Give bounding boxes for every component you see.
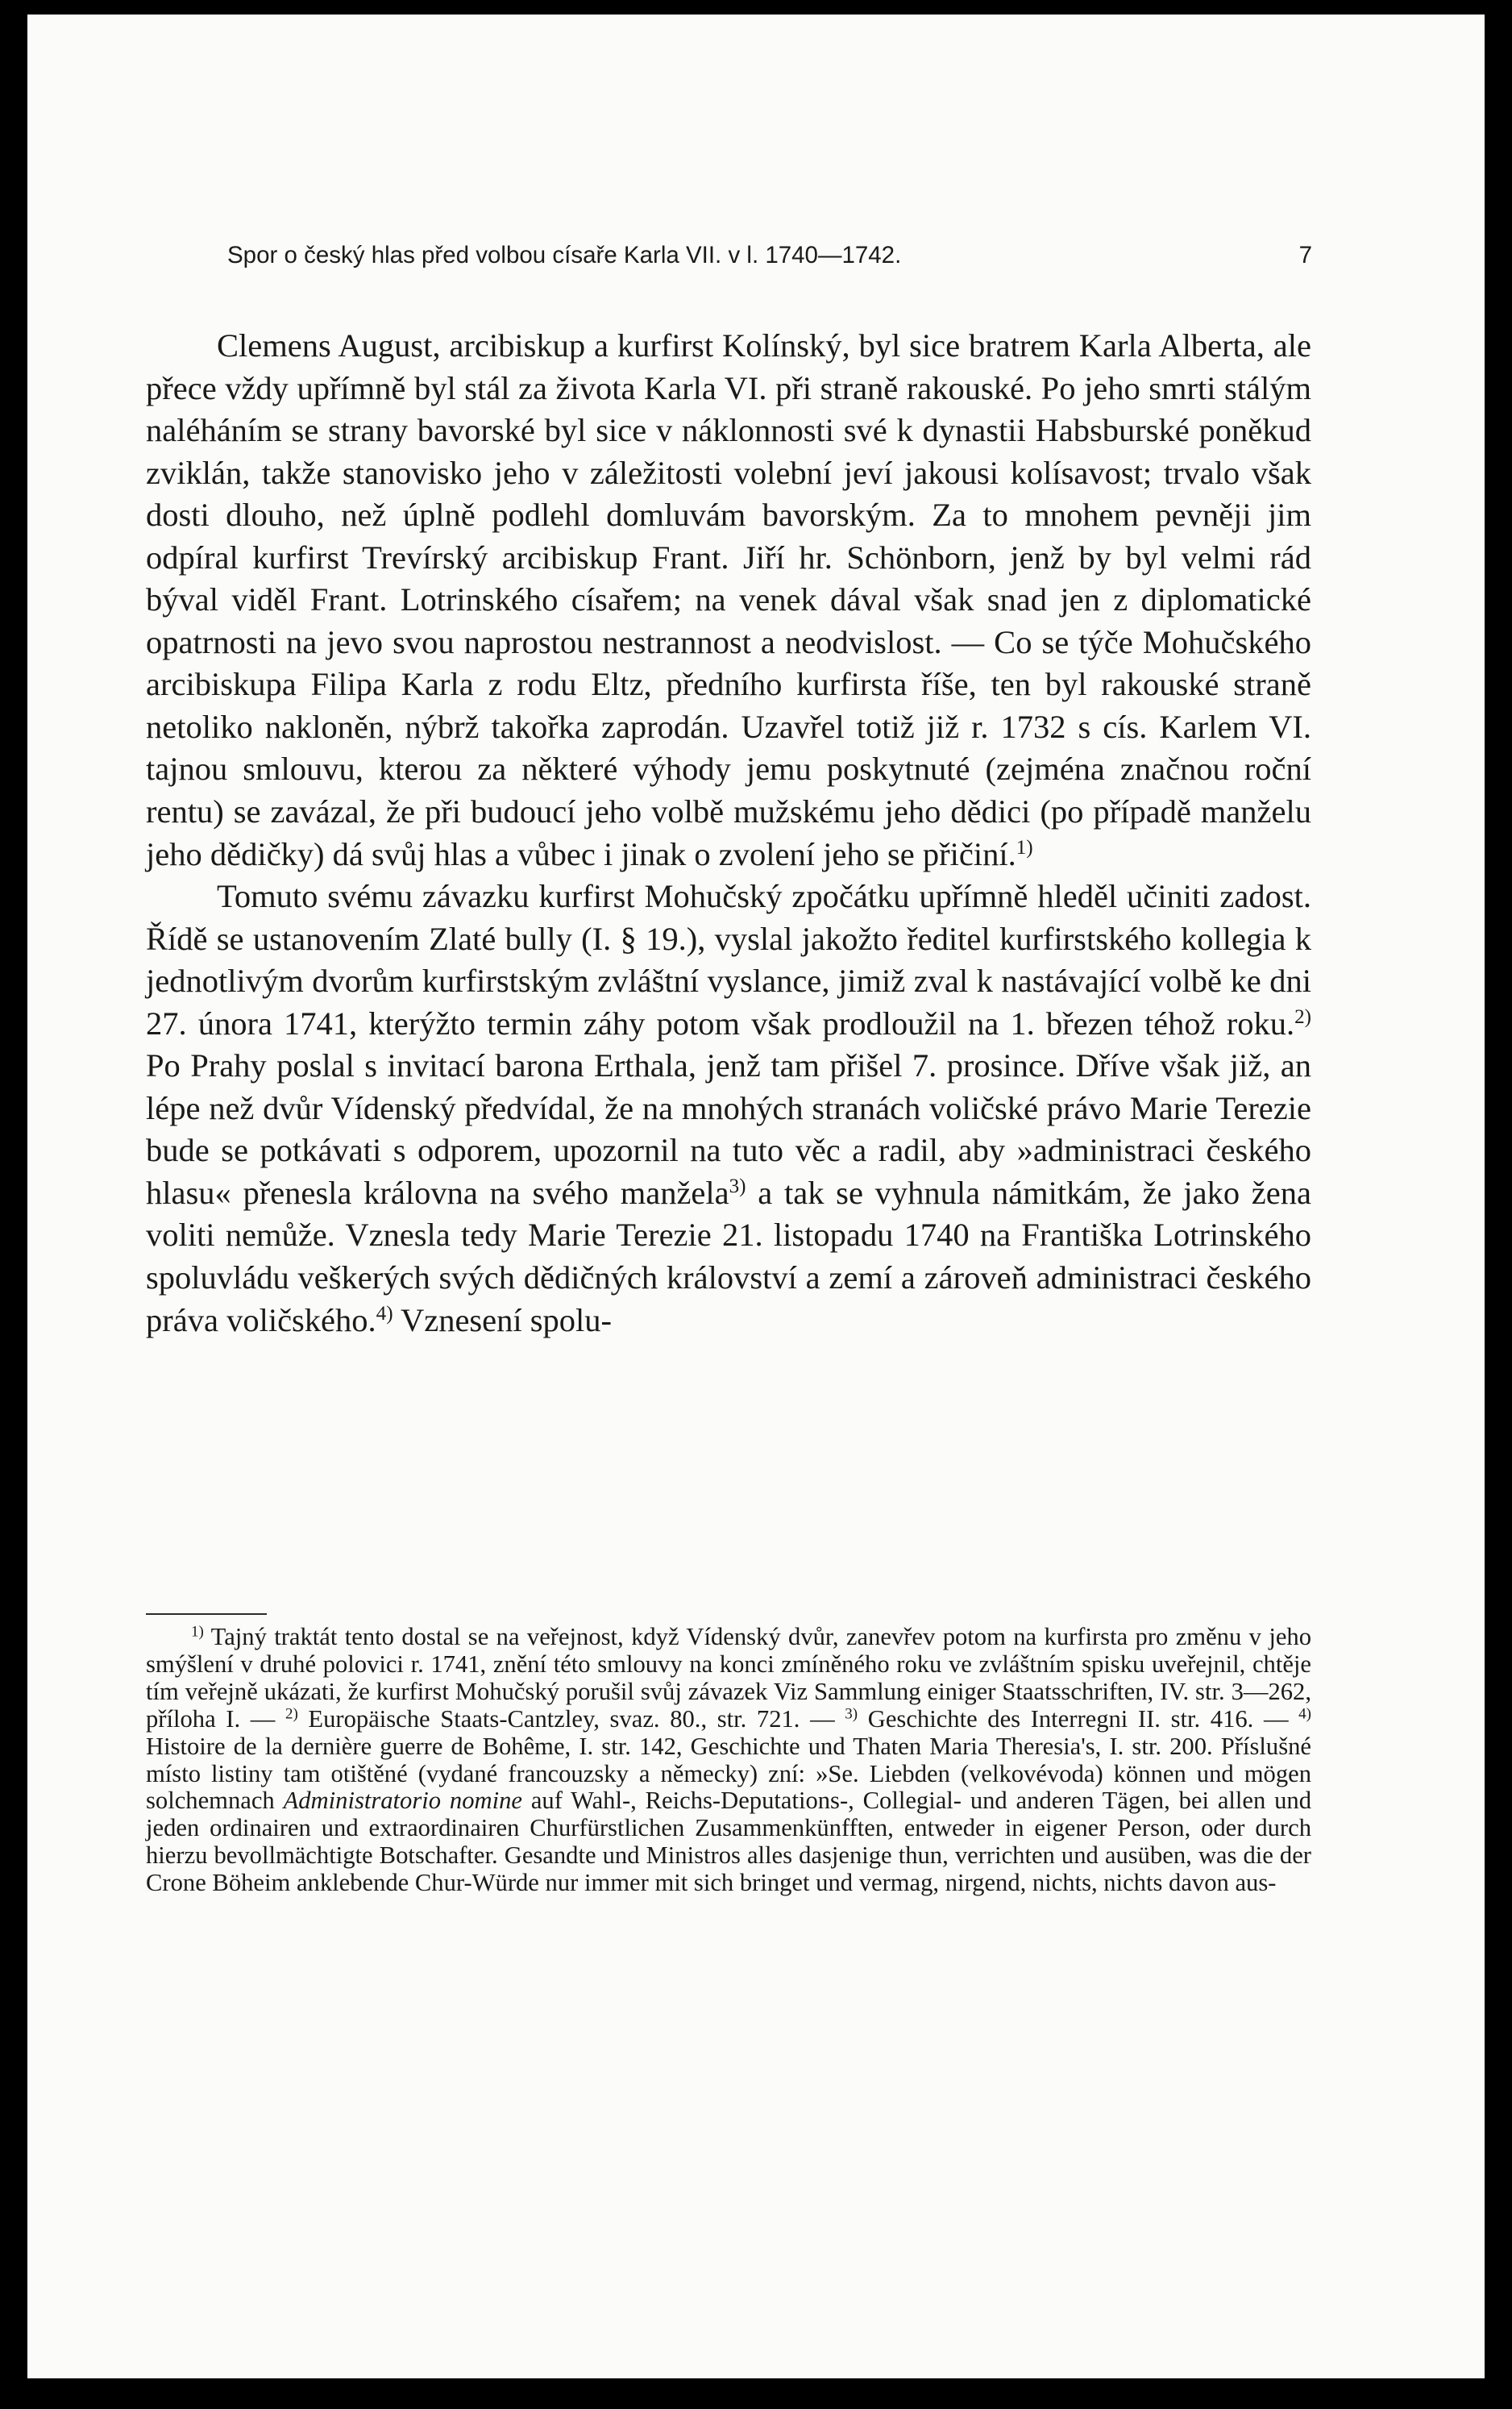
- footnote-divider: [146, 1613, 267, 1615]
- main-text: [146, 325, 1311, 1342]
- footnote-mark-4: 4): [1298, 1705, 1311, 1723]
- running-title: Spor o český hlas před volbou císaře Karla VII. v l. 1740—1742.: [227, 242, 902, 268]
- paragraph-2: [146, 876, 1311, 1342]
- footnote-mark-2: 2): [285, 1705, 298, 1723]
- footnote-ref-1: 1): [1016, 836, 1033, 859]
- footnote-3-text: Geschichte des Interregni II. str. 416. —: [858, 1704, 1299, 1733]
- footnote-ref-2: 2): [1294, 1005, 1311, 1028]
- footnote-block: [146, 1624, 1311, 1897]
- paragraph-1-text: Clemens August, arcibiskup a kurfirst Kolínský, byl sice bratrem Karla Alberta, ale přece vždy upřímně byl stál za života Karla VI. při straně rakouské. Po jeho smrti stálým naléháním se strany bavorské byl sice v náklonnosti své k dynastii Habsburské poněkud zviklán, takže stanovisko jeho v záležitosti volební jeví jakousi kolísavost; trvalo však dosti dlouho, než úplně podlehl domluvám bavorským. Za to mnohem pevněji jim odpíral kurfirst Trevírský arcibiskup Frant. Jiří hr. Schönborn, jenž by byl velmi rád býval viděl Frant. Lotrinského císařem; na venek dával však snad jen z diplomatické opatrnosti na jevo svou naprostou nestrannost a neodvislost. — Co se týče Mohučského arcibiskupa Filipa Karla z rodu Eltz, předního kurfirsta říše, ten byl rakouské straně netoliko nakloněn, nýbrž takořka zaprodán. Uzavřel totiž již r. 1732 s cís. Karlem VI. tajnou smlouvu, kterou za některé výhody jemu poskytnuté (zejména značnou roční rentu) se zavázal, že při budoucí jeho volbě mužskému jeho dědici (po případě manželu jeho dědičky) dá svůj hlas a vůbec i jinak o zvolení jeho se přičiní.: [146, 327, 1311, 872]
- paragraph-2-text-b: Po Prahy poslal s invitací barona Erthala, jenž tam přišel 7. prosince. Dříve však již, an lépe než dvůr Vídenský předvídal, že na mnohých stranách voličské právo Marie Terezie bude se potkávati s odporem, upozornil na tuto věc a radil, aby »administraci českého hlasu« přenesla královna na svého manžela: [146, 1047, 1311, 1211]
- paragraph-1: [146, 325, 1311, 876]
- footnote-1-text: Tajný traktát tento dostal se na veřejnost, když Vídenský dvůr, zanevřev potom na kurfirsta pro změnu v jeho smýšlení v druhé polovici r. 1741, znění této smlouvy na konci zmíněného roku ve zvláštním spisku uveřejnil, chtěje tím veřejně ukázati, že kurfirst Mohučský porušil svůj závazek Viz Sammlung einiger Staatsschriften, IV. str. 3—262, příloha I. —: [146, 1623, 1311, 1733]
- footnote-4-text-b: auf Wahl-, Reichs-Deputations-, Collegial- und anderen Tägen, bei allen und jeden ordinairen und extraordinairen Churfürstlichen Zusammenkünfften, entweder in eigener Person, oder durch hierzu bevollmächtigte Botschafter. Gesandte und Ministros alles dasjenige thun, verrichten und ausüben, was die der Crone Böheim anklebende Chur-Würde nur immer mit sich bringet und vermag, nirgend, nichts, nichts davon aus-: [146, 1787, 1312, 1897]
- footnote-mark-1: 1): [191, 1623, 204, 1641]
- paragraph-2-text-a: Tomuto svému závazku kurfirst Mohučský zpočátku upřímně hleděl učiniti zadost. Řídě se ustanovením Zlaté bully (I. § 19.), vyslal jakožto ředitel kurfirstského kollegia k jednotlivým dvorům kurfirstským zvláštní vyslance, jimiž zval k nastávající volbě ke dni 27. února 1741, kterýžto termin záhy potom však prodloužil na 1. březen téhož roku.: [146, 878, 1311, 1042]
- paragraph-2-text-c: a tak se vyhnula námitkám, že jako žena voliti nemůže. Vznesla tedy Marie Terezie 21. listopadu 1740 na Františka Lotrinského spoluvládu veškerých svých dědičných království a zemí a zároveň administraci českého práva voličského.: [146, 1174, 1311, 1338]
- page-number: 7: [1298, 242, 1312, 268]
- footnote-4-text-a: Histoire de la dernière guerre de Bohême, I. str. 142, Geschichte und Thaten Maria Theresia's, I. str. 200. Příslušné místo listiny tam otištěné (vydané francouzsky a německy) zní: »Se. Liebden (velkovévoda) können und mögen solchemnach: [146, 1732, 1311, 1815]
- footnote-ref-4: 4): [376, 1302, 393, 1325]
- footnotes: [146, 1624, 1311, 1897]
- footnote-ref-3: 3): [729, 1175, 746, 1198]
- footnote-4-italic: Administratorio nomine: [283, 1787, 522, 1815]
- book-page: [27, 15, 1485, 2378]
- footnote-mark-3: 3): [845, 1705, 858, 1723]
- paragraph-2-text-d: Vznesení spolu-: [393, 1301, 613, 1338]
- footnote-2-text: Europäische Staats-Cantzley, svaz. 80., str. 721. —: [297, 1704, 845, 1733]
